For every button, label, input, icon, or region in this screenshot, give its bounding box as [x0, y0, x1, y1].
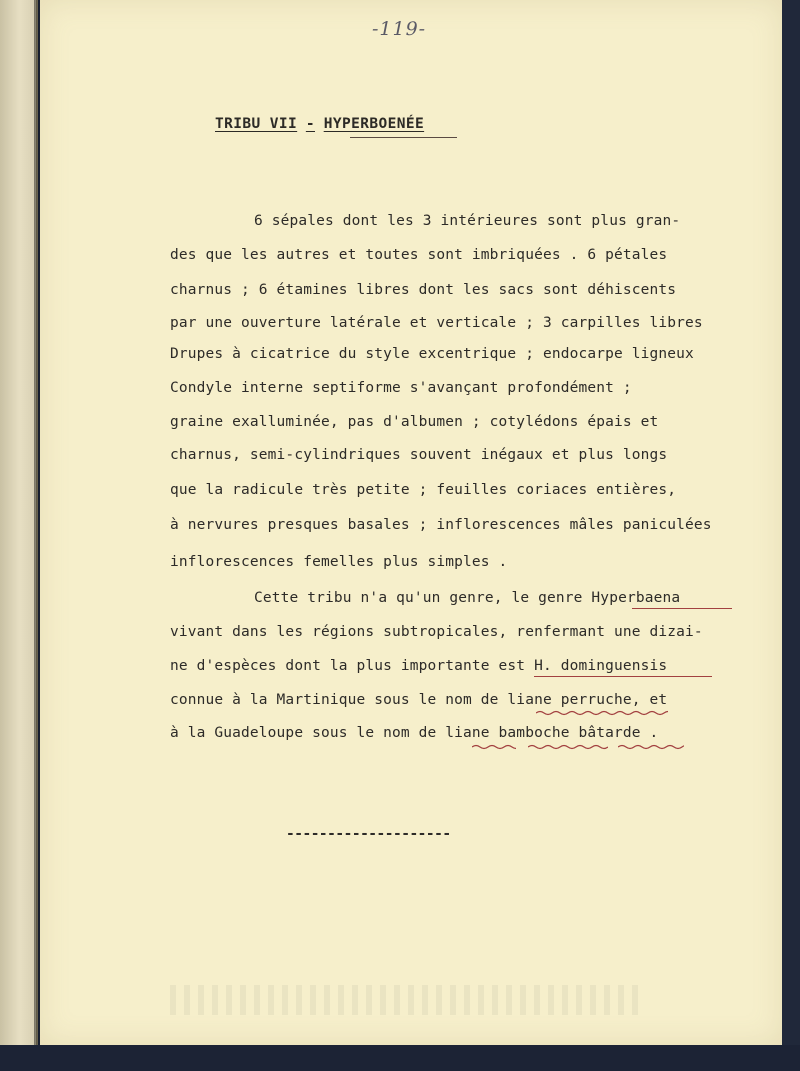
paragraph2-line: Cette tribu n'a qu'un genre, le genre Hyperbaena — [254, 590, 681, 606]
bamboche-wavy-underline — [528, 744, 608, 750]
section-title — [215, 116, 424, 132]
page-number: -119- — [372, 18, 427, 40]
paragraph1-line: à nervures presques basales ; inflorescences mâles paniculées — [170, 517, 712, 533]
title-separator: - — [305, 116, 315, 132]
title-tribe: TRIBU VII — [215, 116, 298, 132]
species-underline — [534, 676, 712, 677]
hyperbaena-underline — [632, 608, 732, 609]
paragraph1-line: des que les autres et toutes sont imbriquées . 6 pétales — [170, 247, 668, 263]
left-page-edge — [0, 0, 38, 1071]
paragraph1-line: par une ouverture latérale et verticale ; 3 carpilles libres — [170, 315, 703, 331]
batarde-wavy-underline — [618, 744, 684, 750]
paragraph1-line: charnus, semi-cylindriques souvent inégaux et plus longs — [170, 447, 668, 463]
bleed-through-text — [170, 985, 640, 1015]
paragraph2-line: ne d'espèces dont la plus importante est H. dominguensis — [170, 658, 668, 674]
bottom-background — [0, 1045, 800, 1071]
paragraph1-line: charnus ; 6 étamines libres dont les sacs sont déhiscents — [170, 282, 677, 298]
paragraph1-line: 6 sépales dont les 3 intérieures sont plus gran- — [254, 213, 681, 229]
paragraph2-line: à la Guadeloupe sous le nom de liane bamboche bâtarde . — [170, 725, 659, 741]
liane-wavy-underline — [472, 744, 516, 750]
paragraph1-line: inflorescences femelles plus simples . — [170, 554, 508, 570]
paragraph2-line: connue à la Martinique sous le nom de liane perruche, et — [170, 692, 668, 708]
section-separator: -------------------- — [286, 826, 451, 842]
paragraph1-line: graine exalluminée, pas d'albumen ; cotylédons épais et — [170, 414, 659, 430]
liane-perruche-wavy-underline — [536, 710, 668, 716]
paragraph2-line: vivant dans les régions subtropicales, renfermant une dizai- — [170, 624, 703, 640]
title-double-underline — [350, 137, 457, 138]
right-background — [782, 0, 800, 1071]
paragraph1-line: Drupes à cicatrice du style excentrique ; endocarpe ligneux — [170, 346, 694, 362]
paragraph1-line: Condyle interne septiforme s'avançant profondément ; — [170, 380, 632, 396]
title-name: HYPERBOENÉE — [323, 116, 425, 132]
paragraph1-line: que la radicule très petite ; feuilles coriaces entières, — [170, 482, 677, 498]
